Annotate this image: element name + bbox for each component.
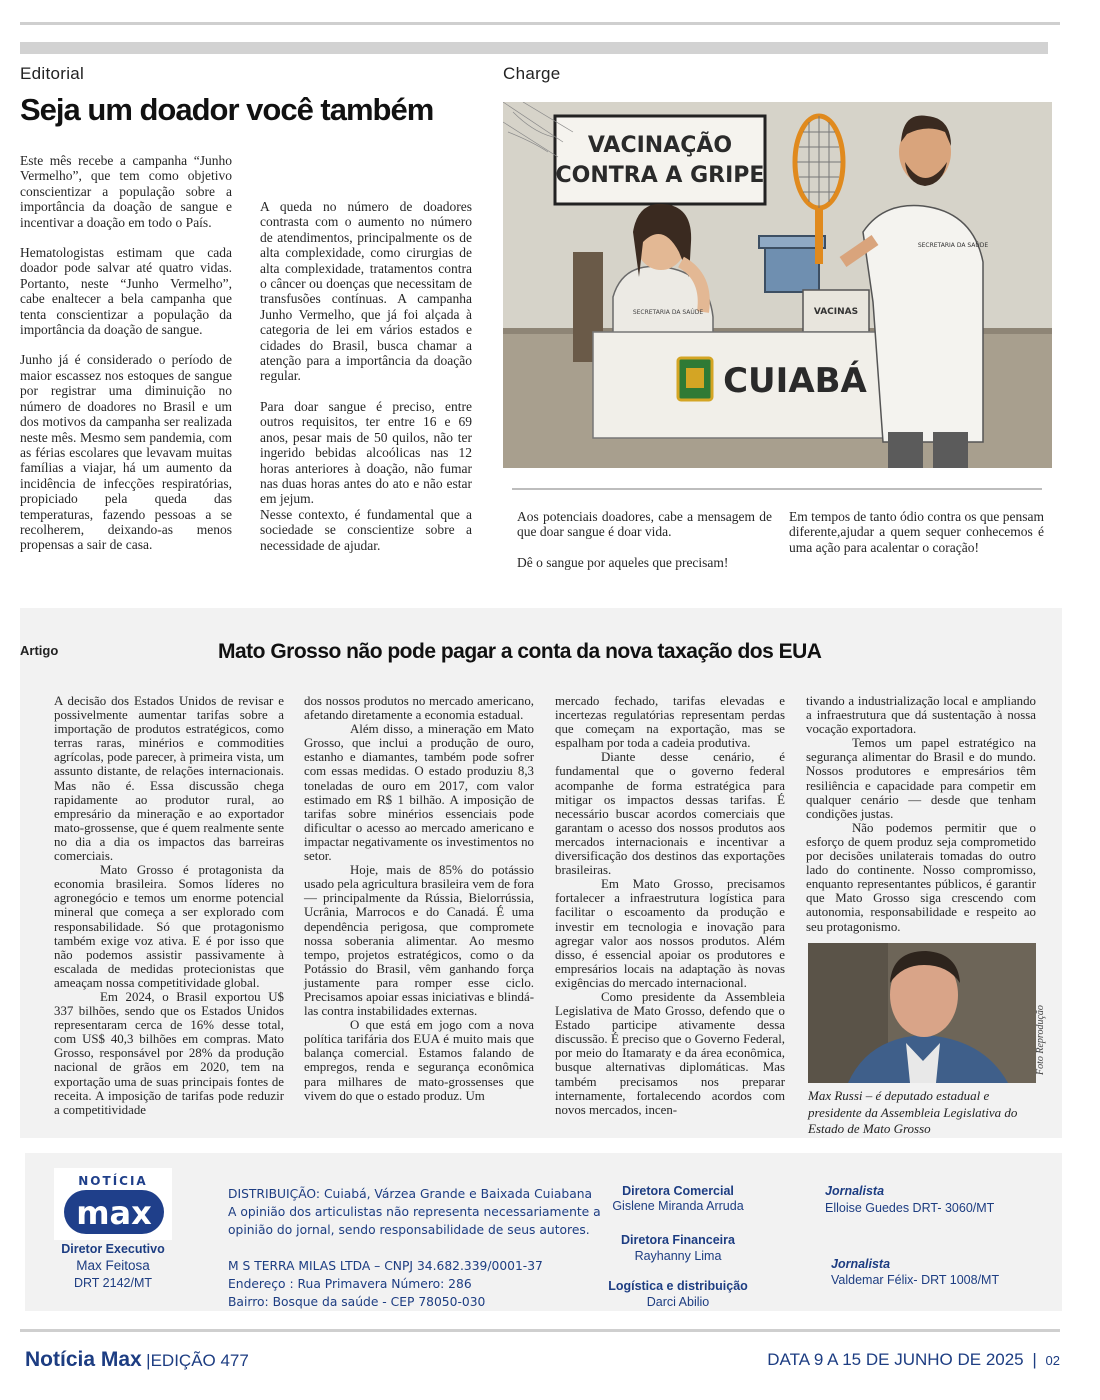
nurse-badge: SECRETARIA DA SAÚDE — [632, 309, 704, 316]
paragraph: Hematologistas estimam que cada doador pode salvar até quatro vidas. Portanto, neste “Junho Vermelho”, cabe enaltecer a bela campanha que tenta conscientizar a população da importância da doação de sangue. — [20, 245, 232, 338]
noticia-max-logo — [54, 1168, 172, 1240]
paragraph: tivando a industrialização local e ampliando a infraestrutura que dá sustentação à nossa vocação exportadora. — [806, 694, 1036, 737]
jornalista-1-name: Elloise Guedes DRT- 3060/MT — [825, 1201, 995, 1215]
paragraph: Mato Grosso é protagonista da economia brasileira. Somos líderes no agronegócio e temos um enorme potencial mineral que começa a ser explorado com responsabilidade. Só que protagonismo também exige voz ativa. E é por isso que não podemos assistir passivamente à escalada de medidas protecionistas que ameaçam nossa competitividade global. — [54, 863, 284, 990]
artigo-column-3 — [555, 694, 785, 1117]
table — [593, 332, 923, 438]
artigo-column-1 — [54, 694, 284, 1117]
paragraph: Para doar sangue é preciso, entre outros requisitos, ter entre 16 e 69 anos, pesar mais de 50 quilos, não ter ingerido bebidas alcoólicas nas 12 horas anteriores à doação, não fumar nas duas horas antes do ato e não estar em jejum. — [260, 398, 472, 507]
cooler — [765, 244, 819, 292]
paragraph: Em Mato Grosso, precisamos fortalecer a infraestrutura logística para facilitar o escoamento da produção e investir em tecnologia e inovação para agregar valor aos nossos produtos. Além disso, é essencial apoiar os produtores e empresários locais na adaptação às novas exigências do mercado internacional. — [555, 877, 785, 990]
paragraph: Hoje, mais de 85% do potássio usado pela agricultura brasileira vem de fora — principalmente da Rússia, Bielorrússia, Ucrânia, Marrocos e do Canadá. É uma dependência perigosa, que compromete nossa soberania alimentar. Ao mesmo tempo, projetos estratégicos, como o da Potássio do Brasil, vêm ganhando força justamente para romper esse ciclo. Precisamos apoiar essas iniciativas e blindá-las contra instabilidades externas. — [304, 863, 534, 1019]
jornalista-2-name: Valdemar Félix- DRT 1008/MT — [831, 1273, 1000, 1287]
issue-date: DATA 9 A 15 DE JUNHO DE 2025 — [767, 1350, 1024, 1369]
charge-column-1 — [517, 509, 772, 570]
comercial-title: Diretora Comercial — [622, 1184, 734, 1198]
paragraph: Este mês recebe a campanha “Junho Vermelho”, que tem como objetivo conscientizar a população sobre a importância da doação de sangue e incentivar a doação em todo o País. — [20, 153, 232, 230]
address-line: Endereço : Rua Primavera Número: 286 — [228, 1277, 472, 1291]
charge-column-2 — [789, 509, 1044, 555]
disclaimer-line: A opinião dos articulistas não representa necessariamente a — [228, 1205, 601, 1219]
coat-badge: SECRETARIA DA SAÚDE — [917, 242, 989, 249]
paragraph: Em 2024, o Brasil exportou U$ 337 bilhões, sendo que os Estados Unidos representaram cerca de 16% desse total, com US$ 40,3 bilhões em compras. Mato Grosso, responsável por 28% da produção nacional de grãos em 2020, tem na exportação uma de suas principais fontes de receita. A imposição de tarifas pode reduzir a competitividade — [54, 989, 284, 1117]
director-drt: DRT 2142/MT — [73, 1276, 153, 1290]
charge-divider — [512, 488, 1042, 490]
editorial-column-1 — [20, 153, 232, 553]
brand-name: Notícia Max — [25, 1348, 142, 1371]
top-rule — [20, 22, 1060, 25]
sign-line-2: CONTRA A GRIPE — [555, 163, 765, 188]
director-name: Max Feitosa — [76, 1258, 150, 1273]
editorial-column-2 — [260, 153, 472, 553]
top-band — [20, 42, 1048, 54]
paragraph: A queda no número de doadores contrasta com o aumento no número de atendimentos, principalmente os de alta complexidade, como cirurgias de alta complexidade, tratamentos contra o câncer ou doenças que necessitam de transfusões contínuas. A campanha Junho Vermelho, que já foi alçada à categoria de lei em vários estados e cidades do Brasil, busca chamar a atenção para a importância da doação regular. — [260, 199, 472, 384]
comercial-name: Gislene Miranda Arruda — [612, 1199, 744, 1213]
page-number: 02 — [1045, 1353, 1060, 1368]
financeira-name: Rayhanny Lima — [634, 1249, 722, 1263]
paragraph: Como presidente da Assembleia Legislativa de Mato Grosso, defendo que o Estado participe ativamente dessa discussão. É preciso que o Governo Federal, por meio do Itamaraty e da área econômica, busque alternativas diplomáticas. Mas também precisamos nos preparar internamente, fortalecendo acordos com novos mercados, incen- — [555, 989, 785, 1117]
editorial-label: Editorial — [20, 64, 85, 83]
svg-text:max: max — [76, 1194, 152, 1232]
paragraph: Em tempos de tanto ódio contra os que pensam diferente,ajudar a quem sequer conhecemos é uma ação para acalentar o coração! — [789, 509, 1044, 555]
paragraph: A decisão dos Estados Unidos de revisar e possivelmente aumentar tarifas sobre a importação de produtos estratégicos, como terras raras, minérios e commodities agrícolas, pode parecer, à primeira vista, um assunto distante, de relações internacionais. Mas não é. Essa discussão chega rapidamente ao produtor rural, ao empresário da mineração e ao exportador mato-grossense, que é quem realmente sente no dia a dia os impactos das barreiras comerciais. — [54, 694, 284, 864]
paragraph: O que está em jogo com a nova política tarifária dos EUA é muito mais que balança comercial. Estamos falando de empregos, renda e segurança econômica para milhares de mato-grossenses que vivem do que o estado produz. Um — [304, 1018, 534, 1103]
artigo-label: Artigo — [20, 643, 59, 658]
svg-text:VACINAS: VACINAS — [813, 307, 859, 317]
distribution-line: DISTRIBUIÇÃO: Cuiabá, Várzea Grande e Baixada Cuiabana — [228, 1187, 593, 1201]
bottom-rule — [20, 1329, 1060, 1332]
artigo-column-4 — [806, 694, 1036, 934]
charge-label: Charge — [503, 64, 561, 83]
sign-line-1: VACINAÇÃO — [587, 133, 733, 158]
paragraph: Diante desse cenário, é fundamental que o governo federal acompanhe de forma estratégica para mitigar os impactos dessas tarifas. É necessário buscar acordos comerciais que garantam o acesso dos nossos produtos aos mercados internacionais e incentivar a diversificação dos destinos das exportações brasileiras. — [555, 750, 785, 878]
paragraph: dos nossos produtos no mercado americano, afetando diretamente a economia estadual. — [304, 694, 534, 723]
paragraph: Além disso, a mineração em Mato Grosso, que inclui a produção de ouro, estanho e diamantes, também pode sofrer com essas medidas. O estado produziu 8,3 toneladas de ouro em 2017, com valor estimado em R$ 1 bilhão. A imposição de tarifas sobre minérios essenciais pode dificultar o acesso ao mercado americano e impactar negativamente os investimentos no setor. — [304, 722, 534, 864]
address-line: Bairro: Bosque da saúde - CEP 78050-030 — [228, 1295, 486, 1309]
paragraph: Não podemos permitir que o esforço de quem produz seja comprometido por decisões unilaterais tomadas do outro lado do continente. Nosso compromisso, enquanto representantes públicos, é garantir que Mato Grosso siga crescendo com autonomia, responsabilidade e respeito ao seu protagonismo. — [806, 820, 1036, 934]
artigo-column-2 — [304, 694, 534, 1103]
paragraph: Junho já é considerado o período de maior escassez nos estoques de sangue por registrar uma diminuição no número de doadores no Brasil e um dos motivos da campanha ser realizada neste mês. Mesmo sem pandemia, com as férias escolares que levavam muitas famílias a viajar, há um aumento da incidência de infecções respiratórias, propiciado pela queda das temperaturas, fazendo pessoas a se recolherem, deixando-as menos propensas a sair de casa. — [20, 352, 232, 553]
photo-credit: Foto Reprodução — [1035, 1005, 1046, 1075]
logistica-title: Logística e distribuição — [608, 1279, 748, 1293]
artigo-title: Mato Grosso não pode pagar a conta da nova taxação dos EUA — [218, 640, 822, 663]
editorial-headline: Seja um doador você também — [20, 92, 434, 127]
edition-number: |EDIÇÃO 477 — [146, 1351, 249, 1370]
jornalista-2-title: Jornalista — [831, 1257, 891, 1271]
distribution-info — [228, 1185, 601, 1311]
vaccine-box — [803, 290, 869, 332]
paragraph: Aos potenciais doadores, cabe a mensagem de que doar sangue é doar vida. — [517, 509, 772, 540]
paragraph: Nesse contexto, é fundamental que a sociedade se conscientize sobre a necessidade de ajudar. — [260, 506, 472, 553]
paragraph: Dê o sangue por aqueles que precisam! — [517, 554, 729, 570]
paragraph: mercado fechado, tarifas elevadas e incertezas regulatórias representam perdas que começam na exportação, mas se espalham por toda a cadeia produtiva. — [555, 694, 785, 751]
footer-date — [767, 1350, 1060, 1370]
paragraph: Temos um papel estratégico na segurança alimentar do Brasil e do mundo. Nossos produtores e empresários têm resiliência e capacidade para competir em qualquer cenário — desde que tenham condições justas. — [806, 736, 1036, 821]
cartoon-illustration — [503, 102, 1052, 468]
financeira-title: Diretora Financeira — [621, 1233, 735, 1247]
company-line: M S TERRA MILAS LTDA – CNPJ 34.682.339/0001-37 — [228, 1259, 543, 1273]
director-title: Diretor Executivo — [61, 1242, 165, 1256]
jornalista-1-title: Jornalista — [825, 1184, 885, 1198]
separator: | — [1032, 1350, 1037, 1369]
disclaimer-line: opinião do jornal, sendo responsabilidade de seus autores. — [228, 1223, 590, 1237]
svg-text:NOTÍCIA: NOTÍCIA — [78, 1174, 148, 1188]
logistica-name: Darci Abilio — [646, 1295, 710, 1309]
table-banner-text: CUIABÁ — [723, 361, 867, 401]
photo-caption: Max Russi – é deputado estadual e presidente da Assembleia Legislativa do Estado de Mato Grosso — [808, 1088, 1018, 1136]
author-photo — [808, 943, 1036, 1083]
vaccination-sign — [555, 116, 765, 204]
footer-brand — [25, 1348, 249, 1372]
